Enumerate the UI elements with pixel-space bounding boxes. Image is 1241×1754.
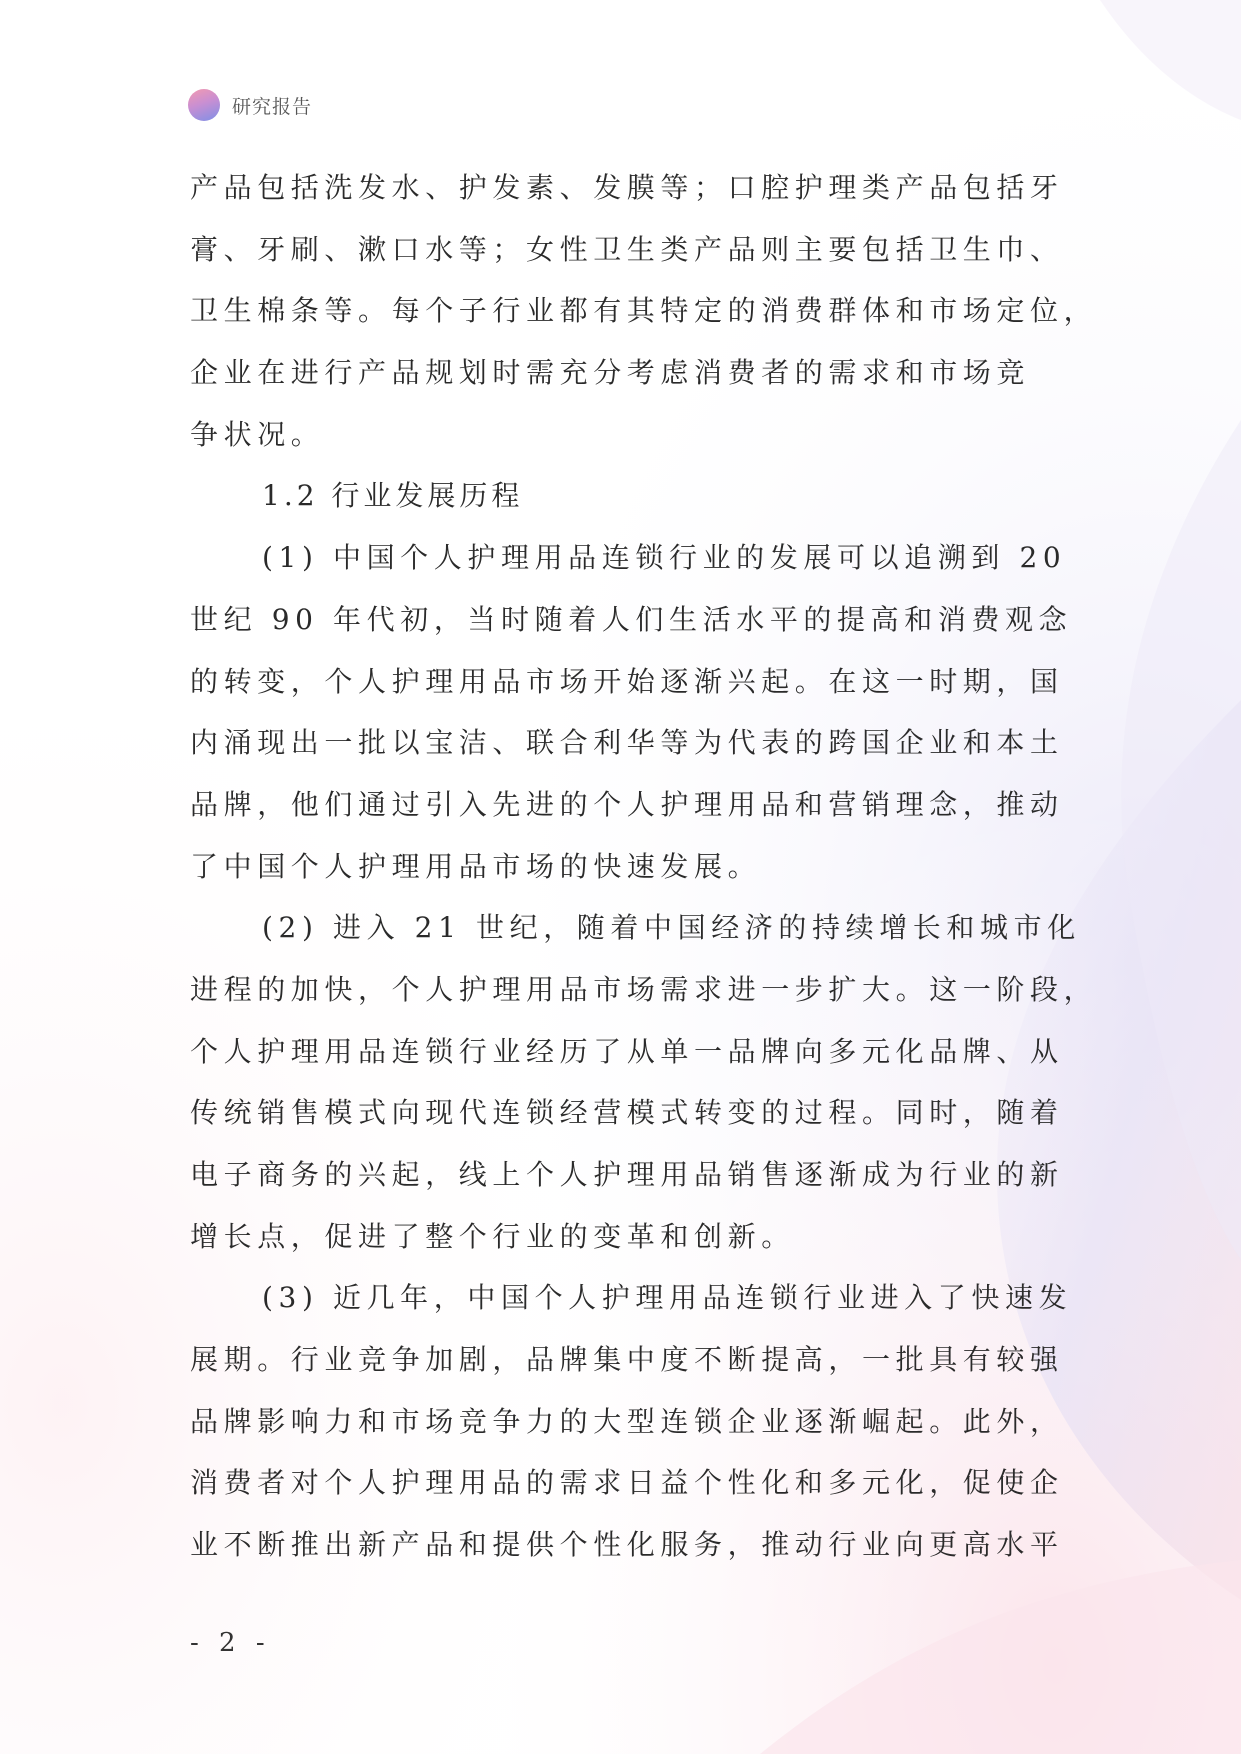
report-header [188,88,312,122]
text-line: 展期。行业竞争加剧，品牌集中度不断提高，一批具有较强 [190,1343,1064,1377]
text-line: 争状况。 [190,417,325,451]
paragraph-first-line: (3) 近几年，中国个人护理用品连锁行业进入了快速发 [262,1281,1073,1315]
header-title: 研究报告 [232,95,313,118]
page-number: - 2 - [190,1628,271,1658]
text-line: 电子商务的兴起，线上个人护理用品销售逐渐成为行业的新 [190,1158,1064,1191]
text-line: 业不断推出新产品和提供个性化服务，推动行业向更高水平 [190,1528,1064,1562]
text-line: 品牌影响力和市场竞争力的大型连锁企业逐渐崛起。此外， [190,1404,1064,1438]
text-line: 企业在进行产品规划时需充分考虑消费者的需求和市场竞 [190,356,1031,390]
paragraph-first-line: (1) 中国个人护理用品连锁行业的发展可以追溯到 20 [262,541,1067,575]
logo-circle-icon [188,89,220,121]
text-line: 个人护理用品连锁行业经历了从单一品牌向多元化品牌、从 [190,1034,1064,1068]
paragraph-first-line: (2) 进入 21 世纪，随着中国经济的持续增长和城市化 [262,911,1081,945]
text-line: 传统销售模式向现代连锁经营模式转变的过程。同时，随着 [190,1096,1064,1130]
text-line: 产品包括洗发水、护发素、发膜等；口腔护理类产品包括牙 [190,171,1064,204]
body-text [190,157,1098,1576]
text-line: 增长点，促进了整个行业的变革和创新。 [190,1219,795,1253]
text-line: 进程的加快，个人护理用品市场需求进一步扩大。这一阶段， [190,972,1098,1006]
text-line: 内涌现出一批以宝洁、联合利华等为代表的跨国企业和本土 [190,726,1064,760]
text-line: 消费者对个人护理用品的需求日益个性化和多元化，促使企 [190,1466,1064,1500]
text-line: 品牌，他们通过引入先进的个人护理用品和营销理念，推动 [190,787,1064,821]
text-line: 的转变，个人护理用品市场开始逐渐兴起。在这一时期，国 [190,664,1064,698]
text-line: 卫生棉条等。每个子行业都有其特定的消费群体和市场定位， [190,294,1098,328]
text-line: 了中国个人护理用品市场的快速发展。 [190,849,762,883]
text-line: 膏、牙刷、漱口水等；女性卫生类产品则主要包括卫生巾、 [190,232,1064,266]
section-heading: 1.2 行业发展历程 [262,479,524,513]
text-line: 世纪 90 年代初，当时随着人们生活水平的提高和消费观念 [190,602,1073,636]
